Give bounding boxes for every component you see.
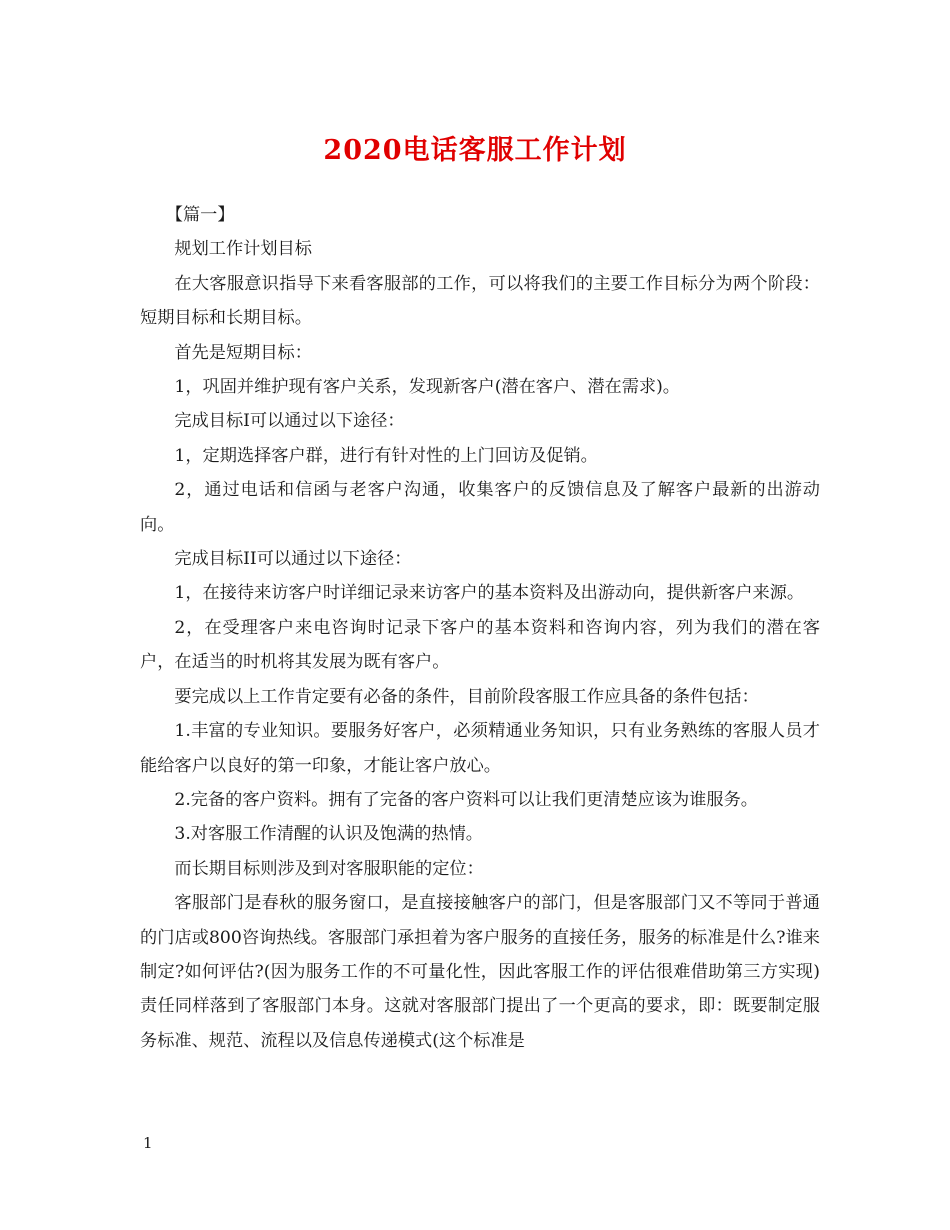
paragraph: 而长期目标则涉及到对客服职能的定位： xyxy=(174,858,484,879)
paragraph: 完成目标II可以通过以下途径： xyxy=(174,549,412,570)
paragraph: 1.丰富的专业知识。要服务好客户，必须精通业务知识，只有业务熟练的客服人员才能给客户以良好的第一印象，才能让客户放心。 xyxy=(140,721,820,776)
paragraph: 1，在接待来访客户时详细记录来访客户的基本资料及出游动向，提供新客户来源。 xyxy=(174,583,805,604)
paragraph: 首先是短期目标： xyxy=(174,342,312,363)
paragraph: 2，通过电话和信函与老客户沟通，收集客户的反馈信息及了解客户最新的出游动向。 xyxy=(140,480,820,535)
paragraph: 2，在受理客户来电咨询时记录下客户的基本资料和咨询内容，列为我们的潜在客户，在适当的时机将其发展为既有客户。 xyxy=(140,617,820,673)
paragraph: 完成目标I可以通过以下途径： xyxy=(174,411,405,432)
document-body xyxy=(140,198,820,1058)
paragraph: 在大客服意识指导下来看客服部的工作，可以将我们的主要工作目标分为两个阶段：短期目标和长期目标。 xyxy=(140,273,820,329)
paragraph: 1，定期选择客户群，进行有针对性的上门回访及促销。 xyxy=(174,445,598,466)
paragraph: 2.完备的客户资料。拥有了完备的客户资料可以让我们更清楚应该为谁服务。 xyxy=(174,789,758,810)
paragraph: 客服部门是春秋的服务窗口，是直接接触客户的部门，但是客服部门又不等同于普通的门店或800咨询热线。客服部门承担着为客户服务的直接任务，服务的标准是什么?谁来制定?如何评估?(因为服务工作的不可量化性，因此客服工作的评估很难借助第三方实现)责任同样落到了客服部门本身。这就对客服部门提出了一个更高的要求，即：既要制定服务标准、规范、流程以及信息传递模式(这个标准是 xyxy=(140,893,820,1051)
document-title: 2020电话客服工作计划 xyxy=(323,135,627,166)
paragraph: 1，巩固并维护现有客户关系，发现新客户(潜在客户、潜在需求)。 xyxy=(174,377,680,398)
paragraph: 3.对客服工作清醒的认识及饱满的热情。 xyxy=(174,824,483,845)
paragraph: 规划工作计划目标 xyxy=(174,239,312,260)
paragraph: 要完成以上工作肯定要有必备的条件，目前阶段客服工作应具备的条件包括： xyxy=(174,686,759,707)
paragraph-section-label: 【篇一】 xyxy=(165,205,235,225)
page-number: 1 xyxy=(143,1134,153,1152)
